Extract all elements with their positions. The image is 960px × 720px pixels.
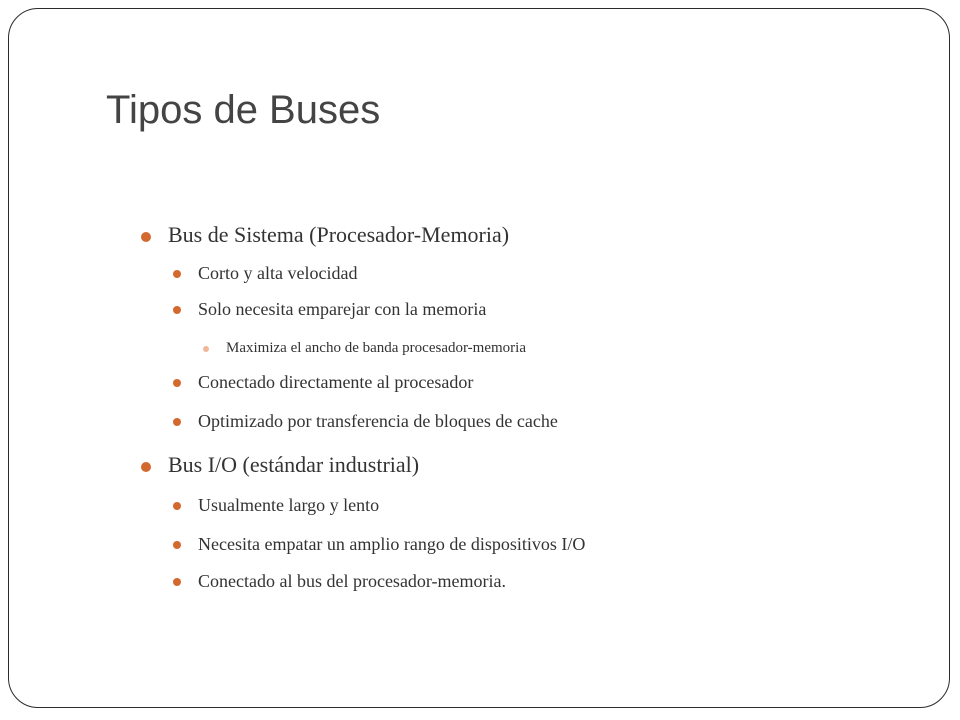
- bullet-dot: [173, 306, 181, 314]
- bullet-item: Bus de Sistema (Procesador-Memoria): [168, 222, 510, 247]
- bullet-dot: [141, 232, 151, 242]
- bullet-dot: [173, 502, 181, 510]
- bullet-item: Maximiza el ancho de banda procesador-memoria: [226, 340, 526, 356]
- bullet-dot: [173, 270, 181, 278]
- bullet-item: Bus I/O (estándar industrial): [168, 452, 420, 477]
- bullet-item: Usualmente largo y lento: [198, 495, 380, 515]
- bullet-item: Conectado al bus del procesador-memoria.: [198, 571, 507, 591]
- slide-title: Tipos de Buses: [106, 88, 381, 132]
- bullet-dot: [173, 379, 181, 387]
- bullet-item: Solo necesita emparejar con la memoria: [198, 299, 487, 319]
- bullet-dot: [173, 578, 181, 586]
- bullet-item: Optimizado por transferencia de bloques de cache: [198, 411, 558, 431]
- bullet-dot: [203, 346, 209, 352]
- bullet-item: Corto y alta velocidad: [198, 263, 358, 283]
- bullet-dot: [141, 462, 151, 472]
- bullet-item: Conectado directamente al procesador: [198, 372, 474, 392]
- bullet-item: Necesita empatar un amplio rango de dispositivos I/O: [198, 534, 586, 554]
- bullet-dot: [173, 541, 181, 549]
- bullet-dot: [173, 418, 181, 426]
